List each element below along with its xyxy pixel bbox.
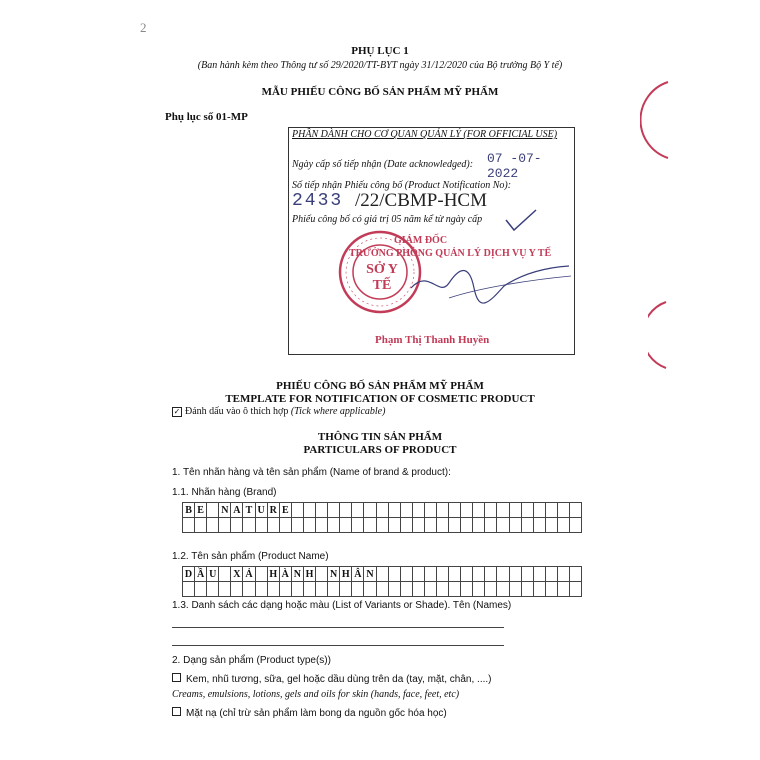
- grid-cell[interactable]: [364, 582, 376, 597]
- grid-cell[interactable]: N: [328, 567, 340, 582]
- product-name-grid: [182, 566, 582, 597]
- grid-cell[interactable]: [545, 582, 557, 597]
- grid-cell[interactable]: [485, 582, 497, 597]
- grid-cell[interactable]: [509, 503, 521, 518]
- grid-cell[interactable]: [412, 518, 424, 533]
- grid-cell[interactable]: [485, 503, 497, 518]
- grid-cell[interactable]: [255, 518, 267, 533]
- grid-cell[interactable]: [449, 518, 461, 533]
- grid-cell[interactable]: [388, 567, 400, 582]
- grid-cell[interactable]: Ả: [243, 567, 255, 582]
- grid-cell[interactable]: [557, 503, 569, 518]
- grid-cell[interactable]: À: [279, 567, 291, 582]
- grid-cell[interactable]: N: [291, 567, 303, 582]
- grid-cell[interactable]: [207, 503, 219, 518]
- grid-cell[interactable]: [243, 582, 255, 597]
- grid-cell[interactable]: [219, 518, 231, 533]
- stamp-center-text: SỞ Y TẾ: [366, 262, 398, 293]
- grid-cell[interactable]: [400, 518, 412, 533]
- grid-cell[interactable]: [509, 582, 521, 597]
- grid-cell[interactable]: [473, 503, 485, 518]
- grid-cell[interactable]: [533, 567, 545, 582]
- grid-cell[interactable]: [255, 567, 267, 582]
- grid-cell[interactable]: [291, 503, 303, 518]
- checkbox-empty-icon[interactable]: [172, 707, 181, 716]
- notification-number-suffix: /22/CBMP-HCM: [355, 190, 487, 211]
- grid-cell[interactable]: [340, 582, 352, 597]
- signer-name: Phạm Thị Thanh Huyền: [375, 334, 490, 346]
- grid-cell[interactable]: H: [340, 567, 352, 582]
- grid-cell[interactable]: [557, 567, 569, 582]
- grid-cell[interactable]: U: [207, 567, 219, 582]
- official-use-box: [288, 127, 575, 355]
- grid-cell[interactable]: [509, 518, 521, 533]
- grid-cell[interactable]: [352, 518, 364, 533]
- grid-cell[interactable]: [461, 503, 473, 518]
- grid-cell[interactable]: [279, 582, 291, 597]
- grid-cell[interactable]: U: [255, 503, 267, 518]
- grid-cell[interactable]: [436, 503, 448, 518]
- grid-cell[interactable]: [255, 582, 267, 597]
- grid-cell[interactable]: [279, 518, 291, 533]
- grid-cell[interactable]: [570, 567, 582, 582]
- grid-cell[interactable]: [364, 503, 376, 518]
- grid-cell[interactable]: [340, 518, 352, 533]
- grid-cell[interactable]: [545, 567, 557, 582]
- grid-cell[interactable]: D: [183, 567, 195, 582]
- grid-cell[interactable]: [400, 567, 412, 582]
- section-title-vi: THÔNG TIN SẢN PHẨM: [317, 431, 443, 443]
- grid-cell[interactable]: [340, 503, 352, 518]
- grid-cell[interactable]: [219, 567, 231, 582]
- edge-stamp-top-icon: [640, 80, 670, 160]
- section-title-en: PARTICULARS OF PRODUCT: [303, 444, 457, 456]
- grid-cell[interactable]: [316, 567, 328, 582]
- grid-cell[interactable]: [436, 518, 448, 533]
- option-masks[interactable]: [172, 707, 447, 719]
- grid-cell[interactable]: [316, 518, 328, 533]
- grid-cell[interactable]: [328, 582, 340, 597]
- grid-cell[interactable]: [291, 582, 303, 597]
- question-1-3: 1.3. Danh sách các dạng hoặc màu (List of Variants or Shade). Tên (Names): [172, 600, 512, 611]
- grid-cell[interactable]: [328, 518, 340, 533]
- grid-cell[interactable]: [412, 503, 424, 518]
- grid-cell[interactable]: X: [231, 567, 243, 582]
- edge-stamp-bottom-icon: [648, 300, 668, 370]
- grid-cell[interactable]: E: [279, 503, 291, 518]
- grid-cell[interactable]: [461, 582, 473, 597]
- signer-title-1: GIÁM ĐỐC: [394, 235, 448, 246]
- grid-cell[interactable]: [473, 567, 485, 582]
- grid-cell[interactable]: [533, 503, 545, 518]
- template-title-en: TEMPLATE FOR NOTIFICATION OF COSMETIC PRODUCT: [225, 393, 535, 405]
- question-1-1: 1.1. Nhãn hàng (Brand): [172, 487, 277, 498]
- grid-cell[interactable]: Â: [352, 567, 364, 582]
- grid-cell[interactable]: [533, 518, 545, 533]
- option-creams-vi: Kem, nhũ tương, sữa, gel hoặc dầu dùng trên da (tay, mặt, chân, ....): [186, 674, 492, 685]
- grid-cell[interactable]: [557, 582, 569, 597]
- signer-title-2: TRƯỞNG PHÒNG QUẢN LÝ DỊCH VỤ Y TẾ: [349, 248, 552, 259]
- grid-cell[interactable]: [207, 582, 219, 597]
- grid-cell[interactable]: [521, 582, 533, 597]
- tick-note: [172, 406, 385, 417]
- grid-cell[interactable]: [267, 518, 279, 533]
- date-acknowledged-value: 07 -07- 2022: [487, 151, 542, 181]
- appendix-title: PHỤ LỤC 1: [351, 45, 409, 57]
- checkbox-empty-icon[interactable]: [172, 673, 181, 682]
- grid-cell[interactable]: [376, 582, 388, 597]
- grid-cell[interactable]: [231, 518, 243, 533]
- validity-note: Phiếu công bố có giá trị 05 năm kể từ ngày cấp: [292, 214, 483, 225]
- brand-grid-row: [183, 503, 582, 518]
- grid-cell[interactable]: [570, 582, 582, 597]
- grid-cell[interactable]: [424, 518, 436, 533]
- grid-cell[interactable]: N: [364, 567, 376, 582]
- variants-line-1[interactable]: [172, 627, 504, 628]
- grid-cell[interactable]: [303, 503, 315, 518]
- check-signature-icon: [504, 206, 539, 236]
- grid-cell[interactable]: [473, 518, 485, 533]
- grid-cell[interactable]: [521, 503, 533, 518]
- grid-cell[interactable]: [485, 567, 497, 582]
- grid-cell[interactable]: [316, 503, 328, 518]
- grid-cell[interactable]: [376, 567, 388, 582]
- grid-cell[interactable]: [449, 582, 461, 597]
- official-use-heading: PHẦN DÀNH CHO CƠ QUAN QUẢN LÝ (FOR OFFICIAL USE): [292, 129, 558, 140]
- grid-cell[interactable]: [461, 567, 473, 582]
- appendix-number: Phụ lục số 01-MP: [165, 111, 248, 123]
- grid-cell[interactable]: [570, 518, 582, 533]
- grid-cell[interactable]: [219, 582, 231, 597]
- grid-cell[interactable]: H: [303, 567, 315, 582]
- grid-cell[interactable]: [291, 518, 303, 533]
- grid-cell[interactable]: A: [231, 503, 243, 518]
- grid-cell[interactable]: [303, 518, 315, 533]
- grid-cell[interactable]: [424, 582, 436, 597]
- grid-cell[interactable]: H: [267, 567, 279, 582]
- checkbox-checked-icon: ✓: [173, 407, 181, 416]
- grid-cell[interactable]: [557, 518, 569, 533]
- grid-cell[interactable]: [461, 518, 473, 533]
- form-title: MẪU PHIẾU CÔNG BỐ SẢN PHẨM MỸ PHẨM: [261, 86, 499, 98]
- grid-cell[interactable]: E: [195, 503, 207, 518]
- product-grid-row: [183, 567, 582, 582]
- grid-cell[interactable]: [183, 518, 195, 533]
- grid-cell[interactable]: [388, 518, 400, 533]
- grid-cell[interactable]: [497, 582, 509, 597]
- grid-cell[interactable]: [412, 567, 424, 582]
- grid-cell[interactable]: N: [219, 503, 231, 518]
- grid-cell[interactable]: [449, 503, 461, 518]
- grid-cell[interactable]: [570, 503, 582, 518]
- grid-cell[interactable]: [485, 518, 497, 533]
- grid-cell[interactable]: [183, 582, 195, 597]
- question-2: 2. Dạng sản phẩm (Product type(s)): [172, 655, 331, 666]
- grid-cell[interactable]: [497, 503, 509, 518]
- grid-cell[interactable]: [388, 582, 400, 597]
- variants-line-2[interactable]: [172, 645, 504, 646]
- grid-cell[interactable]: [376, 518, 388, 533]
- grid-cell[interactable]: [473, 582, 485, 597]
- product-grid-row: [183, 582, 582, 597]
- grid-cell[interactable]: [545, 518, 557, 533]
- issued-with-note: (Ban hành kèm theo Thông tư số 29/2020/TT-BYT ngày 31/12/2020 của Bộ trưởng Bộ Y tế): [197, 60, 563, 71]
- grid-cell[interactable]: [388, 503, 400, 518]
- grid-cell[interactable]: [207, 518, 219, 533]
- grid-cell[interactable]: [364, 518, 376, 533]
- brand-grid: [182, 502, 582, 533]
- tick-note-vi: Đánh dấu vào ô thích hợp: [185, 406, 289, 417]
- grid-cell[interactable]: [509, 567, 521, 582]
- grid-cell[interactable]: [424, 567, 436, 582]
- grid-cell[interactable]: R: [267, 503, 279, 518]
- grid-cell[interactable]: [328, 503, 340, 518]
- grid-cell[interactable]: [267, 582, 279, 597]
- grid-cell[interactable]: [497, 567, 509, 582]
- grid-cell[interactable]: [243, 518, 255, 533]
- grid-cell[interactable]: [195, 518, 207, 533]
- option-creams[interactable]: [172, 673, 491, 685]
- grid-cell[interactable]: [412, 582, 424, 597]
- brand-grid-row: [183, 518, 582, 533]
- question-1-2: 1.2. Tên sản phẩm (Product Name): [172, 551, 329, 562]
- signature-icon: [409, 258, 574, 313]
- grid-cell[interactable]: [376, 503, 388, 518]
- grid-cell[interactable]: [533, 582, 545, 597]
- grid-cell[interactable]: [400, 503, 412, 518]
- grid-cell[interactable]: [545, 503, 557, 518]
- notification-number-value: 2433: [292, 191, 344, 211]
- grid-cell[interactable]: [231, 582, 243, 597]
- notification-number-label: Số tiếp nhận Phiếu công bố (Product Notification No):: [292, 180, 512, 191]
- question-1: 1. Tên nhãn hàng và tên sản phẩm (Name of brand & product):: [172, 467, 451, 478]
- grid-cell[interactable]: [195, 582, 207, 597]
- grid-cell[interactable]: [303, 582, 315, 597]
- grid-cell[interactable]: [316, 582, 328, 597]
- margin-note: 2: [140, 20, 147, 35]
- grid-cell[interactable]: [497, 518, 509, 533]
- grid-cell[interactable]: [521, 567, 533, 582]
- option-creams-en: Creams, emulsions, lotions, gels and oils for skin (hands, face, feet, etc): [172, 689, 460, 700]
- template-title-vi: PHIẾU CÔNG BỐ SẢN PHẨM MỸ PHẨM: [276, 380, 484, 392]
- grid-cell[interactable]: Ầ: [195, 567, 207, 582]
- grid-cell[interactable]: [424, 503, 436, 518]
- option-masks-vi: Mặt nạ (chỉ trừ sản phẩm làm bong da nguồn gốc hóa học): [186, 708, 447, 719]
- tick-note-en: (Tick where applicable): [290, 406, 386, 417]
- grid-cell[interactable]: T: [243, 503, 255, 518]
- grid-cell[interactable]: [352, 582, 364, 597]
- grid-cell[interactable]: [436, 582, 448, 597]
- grid-cell[interactable]: [521, 518, 533, 533]
- grid-cell[interactable]: B: [183, 503, 195, 518]
- grid-cell[interactable]: [449, 567, 461, 582]
- date-acknowledged-label: Ngày cấp số tiếp nhận (Date acknowledged):: [292, 159, 474, 170]
- grid-cell[interactable]: [352, 503, 364, 518]
- grid-cell[interactable]: [400, 582, 412, 597]
- grid-cell[interactable]: [436, 567, 448, 582]
